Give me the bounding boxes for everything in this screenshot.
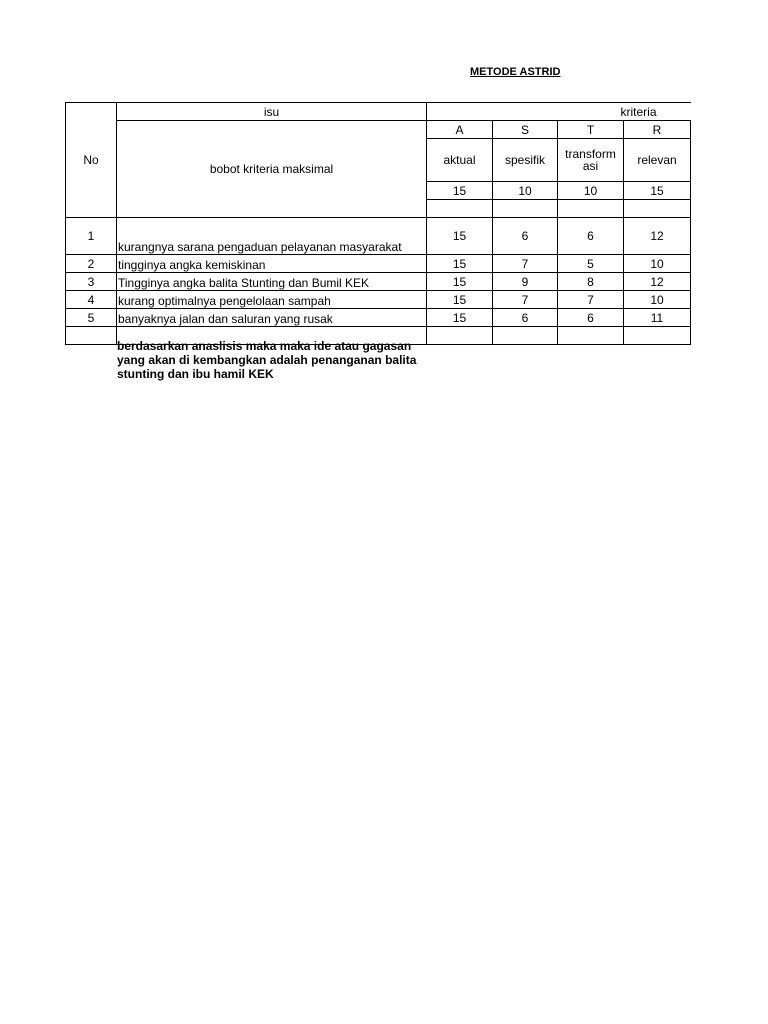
max-weight-t: 10 — [558, 182, 624, 200]
score-a: 15 — [427, 218, 493, 255]
criterion-spesifik: spesifik — [493, 139, 558, 182]
table-row — [66, 291, 691, 309]
score-t: 5 — [558, 255, 624, 273]
score-t: 7 — [558, 291, 624, 309]
score-r: 11 — [624, 309, 691, 327]
score-t: 8 — [558, 273, 624, 291]
table-row — [66, 309, 691, 327]
score-a: 15 — [427, 291, 493, 309]
score-s: 7 — [493, 291, 558, 309]
score-s: 7 — [493, 255, 558, 273]
score-s: 6 — [493, 309, 558, 327]
score-r: 12 — [624, 273, 691, 291]
score-t: 6 — [558, 309, 624, 327]
table-row — [66, 273, 691, 291]
row-issue: tingginya angka kemiskinan — [117, 255, 427, 273]
score-r: 10 — [624, 255, 691, 273]
row-no: 1 — [66, 218, 117, 255]
score-a: 15 — [427, 273, 493, 291]
row-no: 4 — [66, 291, 117, 309]
letter-s: S — [493, 121, 558, 139]
row-no: 2 — [66, 255, 117, 273]
table-row — [66, 255, 691, 273]
row-no: 5 — [66, 309, 117, 327]
criterion-transformasi: transform asi — [558, 139, 624, 182]
letter-r: R — [624, 121, 691, 139]
isu-header: isu — [117, 103, 427, 121]
score-s: 6 — [493, 218, 558, 255]
score-t: 6 — [558, 218, 624, 255]
no-header: No — [66, 103, 117, 218]
astrid-table — [65, 102, 691, 345]
bobot-header: bobot kriteria maksimal — [117, 121, 427, 218]
letter-a: A — [427, 121, 493, 139]
max-weight-s: 10 — [493, 182, 558, 200]
criterion-relevan: relevan — [624, 139, 691, 182]
document-title: METODE ASTRID — [470, 66, 561, 78]
score-a: 15 — [427, 255, 493, 273]
table-row — [66, 218, 691, 255]
score-r: 12 — [624, 218, 691, 255]
max-weight-r: 15 — [624, 182, 691, 200]
header-row-letters — [66, 121, 691, 139]
header-row-top — [66, 103, 691, 121]
criterion-aktual: aktual — [427, 139, 493, 182]
max-weight-a: 15 — [427, 182, 493, 200]
conclusion-text: berdasarkan anaslisis maka maka ide atau gagasan yang akan di kembangkan adalah penanganan balita stunting dan ibu hamil KEK — [117, 339, 417, 381]
score-s: 9 — [493, 273, 558, 291]
score-a: 15 — [427, 309, 493, 327]
row-issue: banyaknya jalan dan saluran yang rusak — [117, 309, 427, 327]
row-issue: Tingginya angka balita Stunting dan Bumil KEK — [117, 273, 427, 291]
row-issue: kurangnya sarana pengaduan pelayanan masyarakat — [117, 218, 427, 255]
kriteria-header: kriteria — [427, 103, 691, 121]
letter-t: T — [558, 121, 624, 139]
row-no: 3 — [66, 273, 117, 291]
row-issue: kurang optimalnya pengelolaan sampah — [117, 291, 427, 309]
score-r: 10 — [624, 291, 691, 309]
